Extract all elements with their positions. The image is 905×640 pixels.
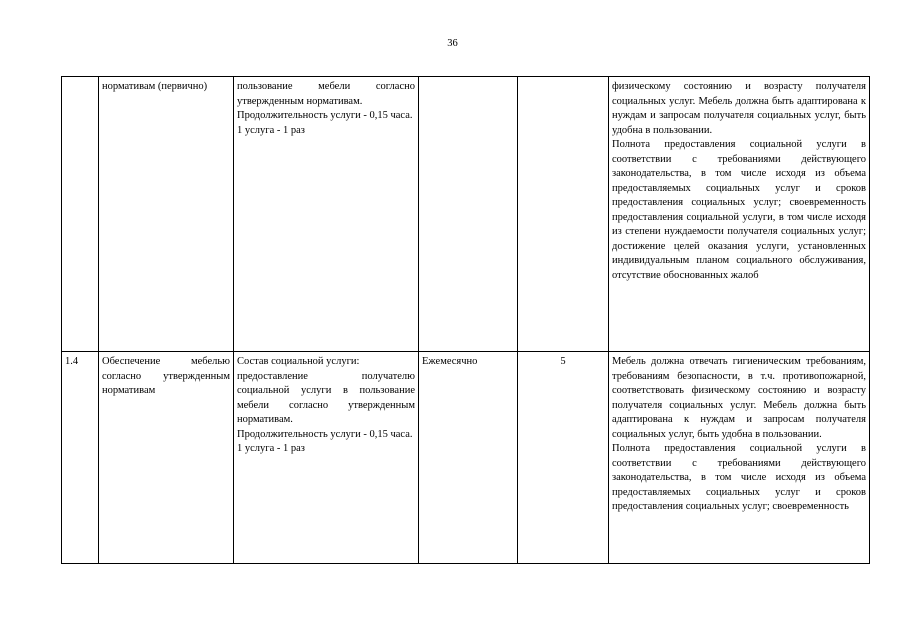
cell-service-content (234, 77, 419, 352)
content-paragraph: 1 услуга - 1 раз (237, 124, 305, 136)
table-row (62, 77, 870, 352)
cell-periodicity (419, 77, 518, 352)
cell-service-content (234, 352, 419, 564)
content-paragraph: предоставление получателю социальной услуги в пользование мебели согласно утвержденным нормативам. (237, 370, 415, 425)
content-paragraph: Продолжительность услуги - 0,15 часа. (237, 110, 413, 121)
cell-quality (609, 352, 870, 564)
content-paragraph: Состав социальной услуги: (237, 356, 360, 367)
content-paragraph: Продолжительность услуги - 0,15 часа. (237, 428, 413, 440)
cell-service-name: нормативам (первично) (99, 77, 234, 352)
cell-periodicity: Ежемесячно (419, 352, 518, 564)
quality-paragraph: Мебель должна отвечать гигиеническим требованиям, требованиям безопасности, в т.ч. противопожарной, соответствовать физическому состоянию и возрасту получателя социальных услуг. Мебель должна быть адаптирована к нуждам и запросам получателя социальных услуг, быть удобна в пользовании. (612, 356, 866, 440)
cell-quality (609, 77, 870, 352)
cell-number (62, 77, 99, 352)
quality-paragraph: Полнота предоставления социальной услуги в соответствии с требованиями действующего законодательства, в том числе исходя из объема предоставляемых социальных услуг и сроков предоставления социальных услуг; своевременность (612, 443, 866, 512)
table-row (62, 352, 870, 564)
cell-number: 1.4 (62, 352, 99, 564)
quality-paragraph: Полнота предоставления социальной услуги в соответствии с требованиями действующего законодательства, в том числе исходя из объема предоставляемых социальных услуг и сроков предоставления социальных услуг; своевременность предоставления социальной услуги, в том числе исходя из степени нуждаемости получателя социальных услуг; достижение целей оказания услуги, установленных индивидуальным планом социального обслуживания, отсутствие обоснованных жалоб (612, 139, 866, 281)
services-table (61, 76, 870, 564)
page-number: 36 (447, 38, 458, 49)
cell-volume (518, 77, 609, 352)
cell-service-name: Обеспечение мебелью согласно утвержденным нормативам (99, 352, 234, 564)
quality-paragraph: физическому состоянию и возрасту получателя социальных услуг. Мебель должна быть адаптирована к нуждам и запросам получателя социальных услуг, быть удобна в пользовании. (612, 81, 866, 136)
cell-volume: 5 (518, 352, 609, 564)
content-paragraph: пользование мебели согласно утвержденным нормативам. (237, 81, 415, 107)
content-paragraph: 1 услуга - 1 раз (237, 443, 305, 454)
